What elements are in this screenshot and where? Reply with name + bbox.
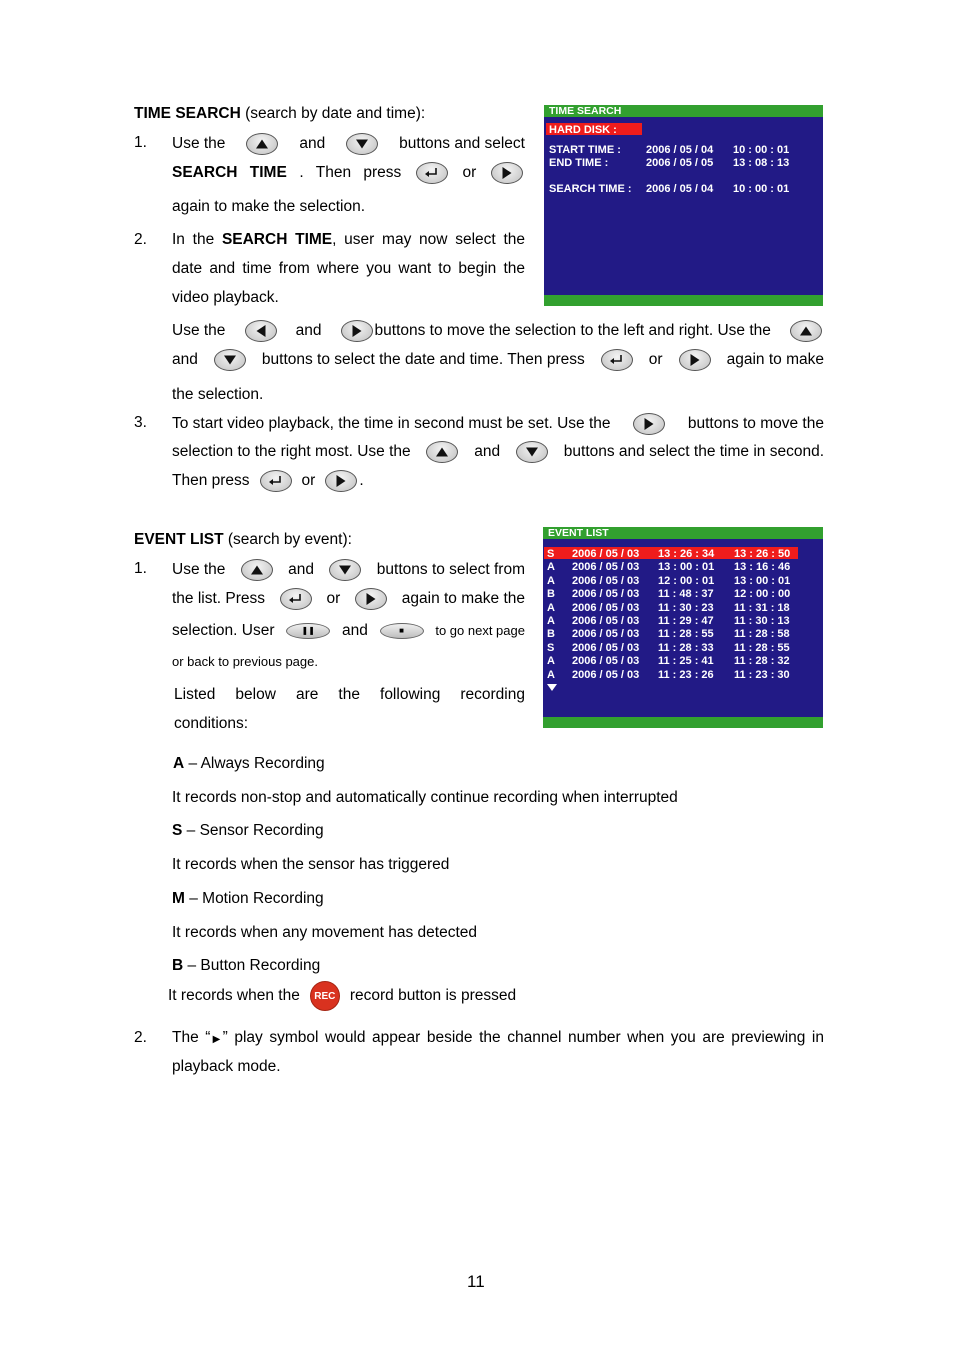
search-time-label: SEARCH TIME : <box>549 183 632 195</box>
event-date: 2006 / 05 / 03 <box>572 668 640 681</box>
bottom-bar <box>543 717 823 728</box>
step-number: 2. <box>134 1029 147 1046</box>
event-row[interactable] <box>543 588 798 600</box>
event-start: 12 : 00 : 01 <box>658 574 715 587</box>
event-type: A <box>547 601 555 614</box>
event-start: 11 : 29 : 47 <box>658 615 714 627</box>
step-text: or back to previous page. <box>172 654 318 669</box>
event-end: 12 : 00 : 00 <box>734 588 791 601</box>
step-text: the selection. <box>172 386 264 403</box>
play-symbol-icon: ▶ <box>210 1034 223 1045</box>
enter-button-icon <box>601 349 633 371</box>
right-arrow-button-icon <box>633 413 665 435</box>
event-row[interactable] <box>543 628 798 640</box>
event-type: A <box>547 668 555 681</box>
event-date: 2006 / 05 / 03 <box>572 641 640 654</box>
screen-title: EVENT LIST <box>548 527 609 539</box>
event-date: 2006 / 05 / 03 <box>572 561 640 574</box>
condition-always: A – Always Recording <box>173 755 325 772</box>
up-arrow-button-icon <box>426 441 458 463</box>
bottom-bar <box>544 295 823 306</box>
right-arrow-button-icon <box>491 162 523 184</box>
step-line: selection to the right most. Use the and buttons and select the time in second. <box>172 441 824 463</box>
enter-button-icon <box>260 470 292 492</box>
step-line: conditions: <box>174 715 249 732</box>
event-type: B <box>547 588 555 601</box>
condition-motion: M – Motion Recording <box>172 890 324 907</box>
step-number: 2. <box>134 231 147 248</box>
start-date: 2006 / 05 / 04 <box>646 144 714 156</box>
step-line: and buttons to select the date and time. Then press or again to make <box>172 349 824 371</box>
event-list-screen <box>543 527 823 728</box>
event-end: 11 : 28 : 55 <box>734 641 790 654</box>
step-number: 1. <box>134 560 147 577</box>
search-date[interactable]: 2006 / 05 / 04 <box>646 183 714 195</box>
step-line: In the SEARCH TIME, user may now select the <box>172 231 525 248</box>
step-line: The “▶” play symbol would appear beside the channel number when you are previewing in <box>172 1029 824 1046</box>
step-text: again to make the selection. <box>172 198 366 215</box>
event-start: 11 : 30 : 23 <box>658 601 714 614</box>
event-type: A <box>547 655 555 668</box>
event-row[interactable] <box>543 669 798 681</box>
event-end: 13 : 00 : 01 <box>734 574 791 587</box>
step-line: To start video playback, the time in second must be set. Use the buttons to move the <box>172 413 824 435</box>
event-date: 2006 / 05 / 03 <box>572 655 640 668</box>
step-line: date and time from where you want to begin the <box>172 260 525 277</box>
time-search-screen <box>544 105 823 306</box>
enter-button-icon <box>280 588 312 610</box>
event-date: 2006 / 05 / 03 <box>572 574 640 587</box>
event-start: 11 : 48 : 37 <box>658 588 714 601</box>
right-arrow-button-icon <box>679 349 711 371</box>
event-start: 11 : 28 : 33 <box>658 641 714 654</box>
step-line: Use the and buttons to move the selection to the left and right. Use the <box>172 320 824 342</box>
event-type: A <box>547 561 555 574</box>
event-row[interactable] <box>543 655 798 667</box>
event-type: A <box>547 615 555 627</box>
event-type: B <box>547 628 555 641</box>
step-line: Use the and buttons and select <box>172 133 525 155</box>
event-start: 13 : 00 : 01 <box>658 561 715 574</box>
step-number: 3. <box>134 414 147 431</box>
scroll-down-icon[interactable] <box>547 682 557 694</box>
down-arrow-button-icon <box>214 349 246 371</box>
step-line: playback mode. <box>172 1058 281 1075</box>
condition-desc: It records when the sensor has triggered <box>172 856 450 873</box>
step-line: Then press or . <box>172 470 364 492</box>
rec-line: It records when the REC record button is pressed <box>168 981 516 1011</box>
hard-disk-label: HARD DISK : <box>549 124 617 136</box>
up-arrow-button-icon <box>790 320 822 342</box>
step-number: 1. <box>134 134 147 151</box>
event-row[interactable] <box>543 575 798 587</box>
right-arrow-button-icon <box>325 470 357 492</box>
condition-button: B – Button Recording <box>172 957 321 974</box>
event-end: 11 : 28 : 58 <box>734 628 790 641</box>
event-end: 11 : 28 : 32 <box>734 655 790 668</box>
search-time[interactable]: 10 : 00 : 01 <box>733 183 790 195</box>
event-type: S <box>547 641 555 654</box>
step-line: SEARCH TIME . Then press or <box>172 162 525 184</box>
right-arrow-button-icon <box>341 320 373 342</box>
end-date: 2006 / 05 / 05 <box>646 157 714 169</box>
down-arrow-button-icon <box>329 559 361 581</box>
down-arrow-button-icon <box>516 441 548 463</box>
enter-button-icon <box>416 162 448 184</box>
step-line: selection. User ❚❚ and ■ to go next page <box>172 622 525 639</box>
up-arrow-button-icon <box>241 559 273 581</box>
event-row[interactable] <box>543 561 798 573</box>
event-date: 2006 / 05 / 03 <box>572 601 640 614</box>
down-arrow-button-icon <box>346 133 378 155</box>
time-search-heading: TIME SEARCH (search by date and time): <box>134 105 426 122</box>
page-number: 11 <box>467 1272 485 1291</box>
step-line: the list. Press or again to make the <box>172 588 525 610</box>
event-end: 13 : 16 : 46 <box>734 561 791 574</box>
event-row[interactable] <box>543 615 798 627</box>
screen-title: TIME SEARCH <box>549 105 622 117</box>
end-time: 13 : 08 : 13 <box>733 157 790 169</box>
pause-oval-button-icon: ❚❚ <box>286 623 330 639</box>
event-date: 2006 / 05 / 03 <box>572 628 640 641</box>
rec-button-icon: REC <box>310 981 340 1011</box>
condition-desc: It records non-stop and automatically continue recording when interrupted <box>172 789 678 806</box>
event-date: 2006 / 05 / 03 <box>572 548 640 560</box>
event-row[interactable] <box>543 602 798 614</box>
start-time: 10 : 00 : 01 <box>733 144 790 156</box>
event-list-heading: EVENT LIST (search by event): <box>134 531 352 548</box>
right-arrow-button-icon <box>355 588 387 610</box>
event-type: S <box>547 548 555 560</box>
event-row[interactable] <box>543 548 798 560</box>
event-date: 2006 / 05 / 03 <box>572 615 640 627</box>
event-start: 11 : 28 : 55 <box>658 628 714 641</box>
end-time-label: END TIME : <box>549 157 609 169</box>
event-end: 11 : 30 : 13 <box>734 615 790 627</box>
event-end: 13 : 26 : 50 <box>734 548 791 560</box>
step-line: video playback. <box>172 289 279 306</box>
event-start: 11 : 23 : 26 <box>658 668 714 681</box>
stop-oval-button-icon: ■ <box>380 623 424 639</box>
event-end: 11 : 31 : 18 <box>734 601 790 614</box>
event-date: 2006 / 05 / 03 <box>572 588 640 601</box>
condition-desc: It records when any movement has detected <box>172 924 477 941</box>
condition-sensor: S – Sensor Recording <box>172 822 324 839</box>
up-arrow-button-icon <box>246 133 278 155</box>
start-time-label: START TIME : <box>549 144 621 156</box>
event-type: A <box>547 574 555 587</box>
event-start: 11 : 25 : 41 <box>658 655 714 668</box>
step-line: Use the and buttons to select from <box>172 559 525 581</box>
event-start: 13 : 26 : 34 <box>658 548 715 560</box>
step-line: Listed below are the following recording <box>174 686 525 703</box>
left-arrow-button-icon <box>245 320 277 342</box>
event-end: 11 : 23 : 30 <box>734 668 790 681</box>
event-row[interactable] <box>543 642 798 654</box>
